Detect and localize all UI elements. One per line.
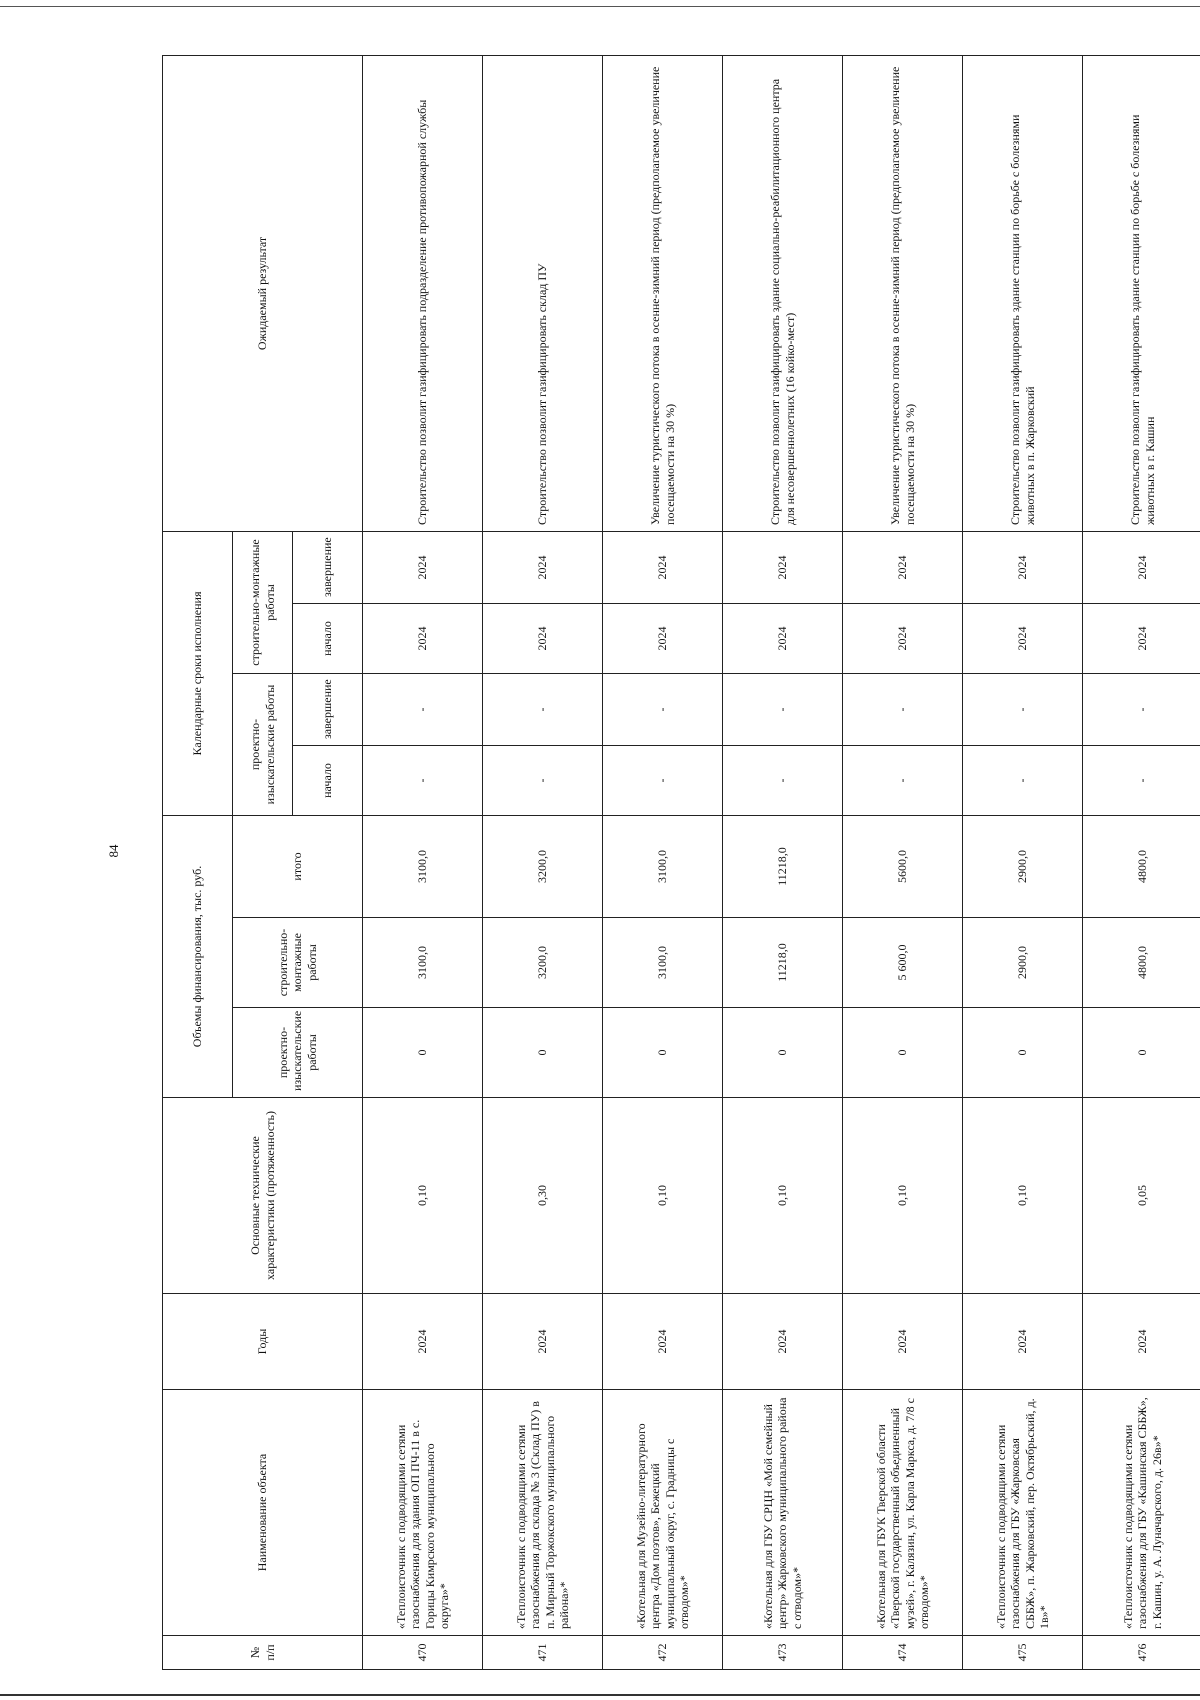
col-header-cal-design: проектно-изыскательские работы xyxy=(233,673,293,815)
cell-smr-end: 2024 xyxy=(363,531,483,603)
cell-smr-start: 2024 xyxy=(843,603,963,673)
cell-fin-construct: 3100,0 xyxy=(363,918,483,1008)
col-header-fin-design: проектно-изыскательские работы xyxy=(233,1008,363,1098)
cell-num: 473 xyxy=(723,1636,843,1670)
cell-fin-construct: 3200,0 xyxy=(483,918,603,1008)
cell-smr-start: 2024 xyxy=(603,603,723,673)
cell-chars: 0,10 xyxy=(363,1098,483,1294)
cell-smr-end: 2024 xyxy=(1083,531,1200,603)
cell-pir-start: - xyxy=(1083,745,1200,815)
cell-fin-total: 2900,0 xyxy=(963,815,1083,917)
cell-pir-start: - xyxy=(723,745,843,815)
cell-name: «Теплоисточник с подводящими сетями газоснабжения для ГБУ «Жарковская СББЖ», п. Жарковский, пер. Октябрьский, д. 1в»* xyxy=(963,1390,1083,1636)
scan-bottom-edge xyxy=(0,1694,1200,1696)
cell-fin-construct: 2900,0 xyxy=(963,918,1083,1008)
cell-smr-start: 2024 xyxy=(963,603,1083,673)
cell-fin-total: 11218,0 xyxy=(723,815,843,917)
cell-year: 2024 xyxy=(843,1294,963,1390)
cell-result: Строительство позволит газифицировать склад ПУ xyxy=(483,55,603,531)
cell-chars: 0,10 xyxy=(843,1098,963,1294)
cell-smr-start: 2024 xyxy=(1083,603,1200,673)
col-header-num: № п/п xyxy=(163,1636,363,1670)
cell-num: 470 xyxy=(363,1636,483,1670)
cell-pir-end: - xyxy=(723,673,843,745)
col-header-smr-start: начало xyxy=(293,603,363,673)
cell-result: Увеличение туристического потока в осенне-зимний период (предполагаемое увеличение посещаемости на 30 %) xyxy=(843,55,963,531)
cell-smr-end: 2024 xyxy=(603,531,723,603)
col-header-chars: Основные технические характеристики (протяженность) xyxy=(163,1098,363,1294)
cell-chars: 0,05 xyxy=(1083,1098,1200,1294)
cell-smr-start: 2024 xyxy=(723,603,843,673)
cell-fin-construct: 11218,0 xyxy=(723,918,843,1008)
col-header-fin-construct: строительно-монтажные работы xyxy=(233,918,363,1008)
col-header-result: Ожидаемый результат xyxy=(163,55,363,531)
cell-fin-design: 0 xyxy=(843,1008,963,1098)
cell-result: Строительство позволит газифицировать подразделение противопожарной службы xyxy=(363,55,483,531)
cell-pir-start: - xyxy=(483,745,603,815)
cell-smr-start: 2024 xyxy=(483,603,603,673)
col-header-pir-start: начало xyxy=(293,745,363,815)
cell-result: Строительство позволит газифицировать здание социально-реабилитационного центра для несовершеннолетних (16 койко-мест) xyxy=(723,55,843,531)
cell-pir-end: - xyxy=(483,673,603,745)
col-header-cal-construct: строительно-монтажные работы xyxy=(233,531,293,673)
cell-chars: 0,10 xyxy=(603,1098,723,1294)
cell-name: «Теплоисточник с подводящими сетями газоснабжения для здания ОП ПЧ-11 в с. Горицы Кимрского муниципального округа»* xyxy=(363,1390,483,1636)
cell-num: 471 xyxy=(483,1636,603,1670)
cell-fin-design: 0 xyxy=(603,1008,723,1098)
cell-fin-total: 5600,0 xyxy=(843,815,963,917)
cell-year: 2024 xyxy=(483,1294,603,1390)
table-row xyxy=(1083,55,1200,1669)
table-row xyxy=(363,55,483,1669)
cell-pir-end: - xyxy=(963,673,1083,745)
cell-pir-end: - xyxy=(603,673,723,745)
cell-name: «Котельная для ГБУ СРЦН «Мой семейный центр» Жарковского муниципального района с отводом»* xyxy=(723,1390,843,1636)
cell-chars: 0,10 xyxy=(963,1098,1083,1294)
cell-year: 2024 xyxy=(1083,1294,1200,1390)
cell-fin-design: 0 xyxy=(483,1008,603,1098)
cell-fin-total: 3100,0 xyxy=(363,815,483,917)
cell-pir-start: - xyxy=(603,745,723,815)
cell-fin-design: 0 xyxy=(723,1008,843,1098)
cell-result: Строительство позволит газифицировать здание станции по борьбе с болезнями животных в п. Жарковский xyxy=(963,55,1083,531)
cell-year: 2024 xyxy=(363,1294,483,1390)
cell-year: 2024 xyxy=(723,1294,843,1390)
cell-fin-construct: 5 600,0 xyxy=(843,918,963,1008)
cell-pir-end: - xyxy=(1083,673,1200,745)
cell-year: 2024 xyxy=(603,1294,723,1390)
cell-result: Строительство позволит газифицировать здание станции по борьбе с болезнями животных в г. Кашин xyxy=(1083,55,1200,531)
table-row xyxy=(723,55,843,1669)
cell-smr-end: 2024 xyxy=(963,531,1083,603)
cell-name: «Котельная для Музейно-литературного центра «Дом поэтов», Бежецкий муниципальный округ, с. Градницы с отводом»* xyxy=(603,1390,723,1636)
cell-fin-design: 0 xyxy=(1083,1008,1200,1098)
cell-result: Увеличение туристического потока в осенне-зимний период (предполагаемое увеличение посещаемости на 30 %) xyxy=(603,55,723,531)
cell-name: «Котельная для ГБУК Тверской области «Тверской государственный объединенный музей», г. Калязин, ул. Карла Маркса, д. 7/8 с отводом»* xyxy=(843,1390,963,1636)
cell-smr-end: 2024 xyxy=(483,531,603,603)
col-header-name: Наименование объекта xyxy=(163,1390,363,1636)
cell-pir-end: - xyxy=(843,673,963,745)
cell-pir-end: - xyxy=(363,673,483,745)
col-header-financing: Объемы финансирования, тыс. руб. xyxy=(163,815,233,1097)
table-row xyxy=(483,55,603,1669)
cell-smr-end: 2024 xyxy=(723,531,843,603)
cell-fin-total: 4800,0 xyxy=(1083,815,1200,917)
cell-num: 474 xyxy=(843,1636,963,1670)
cell-pir-start: - xyxy=(363,745,483,815)
cell-num: 475 xyxy=(963,1636,1083,1670)
cell-num: 476 xyxy=(1083,1636,1200,1670)
cell-smr-end: 2024 xyxy=(843,531,963,603)
col-header-smr-end: завершение xyxy=(293,531,363,603)
table-row xyxy=(843,55,963,1669)
scan-top-edge xyxy=(0,6,1200,7)
cell-year: 2024 xyxy=(963,1294,1083,1390)
cell-pir-start: - xyxy=(843,745,963,815)
cell-fin-total: 3100,0 xyxy=(603,815,723,917)
cell-name: «Теплоисточник с подводящими сетями газоснабжения для склада № 3 (Склад ПУ) в п. Мирный Торжокского муниципального района»* xyxy=(483,1390,603,1636)
col-header-years: Годы xyxy=(163,1294,363,1390)
cell-fin-design: 0 xyxy=(363,1008,483,1098)
cell-fin-construct: 3100,0 xyxy=(603,918,723,1008)
col-header-fin-total: итого xyxy=(233,815,363,917)
page-number: 84 xyxy=(106,844,121,858)
cell-fin-design: 0 xyxy=(963,1008,1083,1098)
cell-name: «Теплоисточник с подводящими сетями газоснабжения для ГБУ «Кашинская СББЖ», г. Кашин, у. А. Луначарского, д. 26в»* xyxy=(1083,1390,1200,1636)
objects-table xyxy=(162,55,1200,1670)
cell-chars: 0,30 xyxy=(483,1098,603,1294)
col-header-calendar: Календарные сроки исполнения xyxy=(163,531,233,815)
cell-fin-total: 3200,0 xyxy=(483,815,603,917)
cell-fin-construct: 4800,0 xyxy=(1083,918,1200,1008)
cell-num: 472 xyxy=(603,1636,723,1670)
cell-pir-start: - xyxy=(963,745,1083,815)
table-sheet xyxy=(162,56,1200,1670)
cell-smr-start: 2024 xyxy=(363,603,483,673)
table-row xyxy=(963,55,1083,1669)
col-header-pir-end: завершение xyxy=(293,673,363,745)
table-row xyxy=(603,55,723,1669)
cell-chars: 0,10 xyxy=(723,1098,843,1294)
